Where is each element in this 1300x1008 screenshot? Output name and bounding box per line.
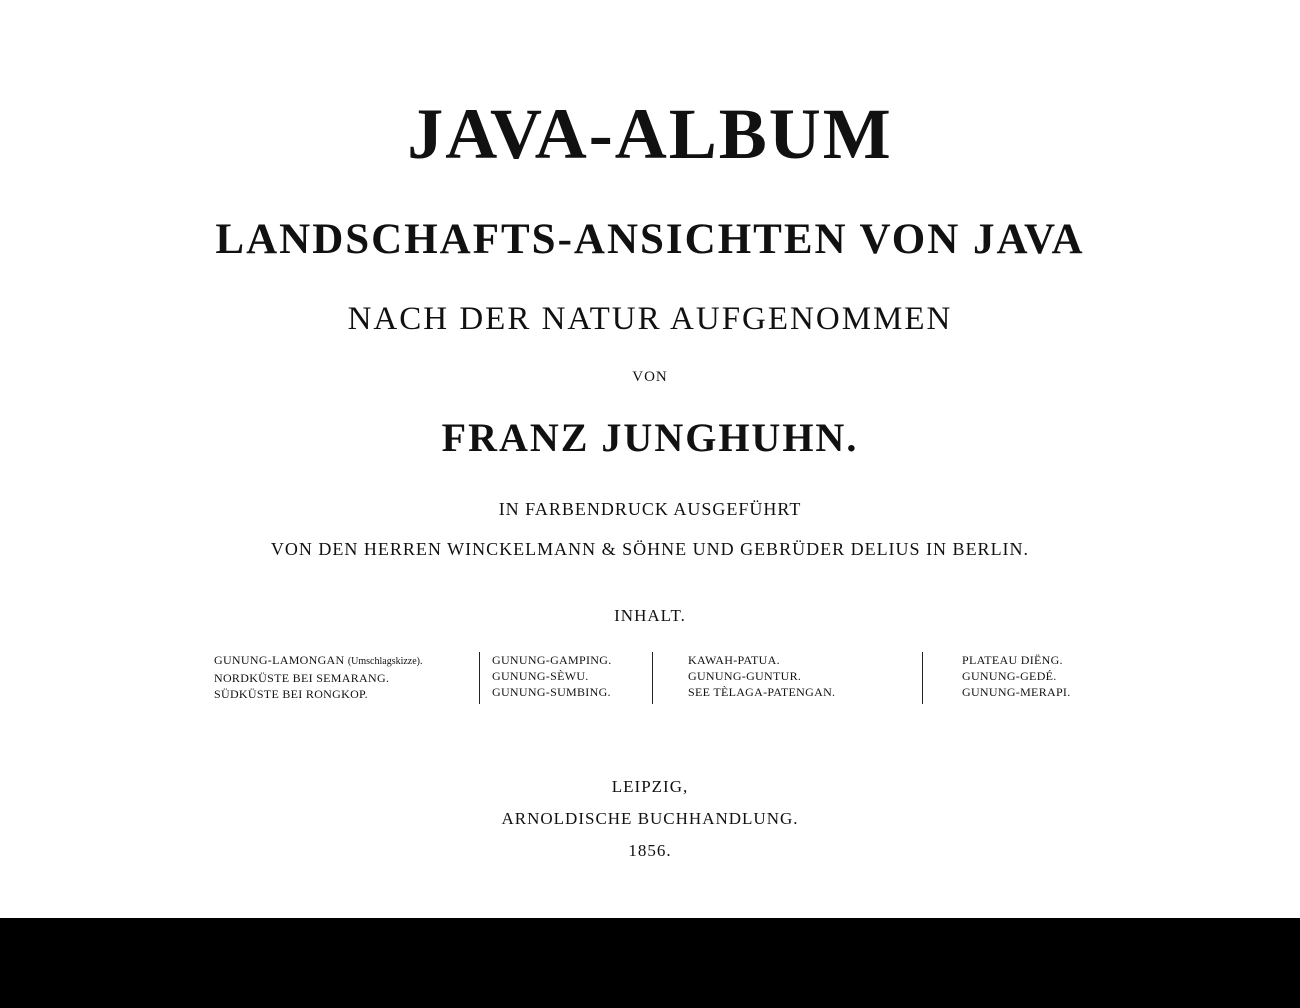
contents-item: PLATEAU DIËNG.: [962, 653, 1063, 667]
contents-item: GUNUNG-GEDÉ.: [962, 669, 1057, 683]
contents-item-text: GUNUNG-LAMONGAN: [214, 653, 345, 667]
contents-item: GUNUNG-SUMBING.: [492, 685, 611, 699]
contents-column-4: [962, 652, 1071, 700]
bottom-black-bar: [0, 918, 1300, 1008]
contents-column-3: [688, 652, 835, 700]
subtitle: LANDSCHAFTS-ANSICHTEN VON JAVA: [215, 216, 1085, 263]
subtitle-secondary: NACH DER NATUR AUFGENOMMEN: [347, 301, 953, 337]
contents-list: [214, 652, 1094, 708]
contents-column-2: [492, 652, 612, 700]
printing-note: IN FARBENDRUCK AUSGEFÜHRT: [498, 499, 802, 519]
printers-note: VON DEN HERREN WINCKELMANN & SÖHNE UND GEBRÜDER DELIUS IN BERLIN.: [270, 539, 1030, 559]
author-name: FRANZ JUNGHUHN.: [441, 415, 859, 460]
imprint-publisher: ARNOLDISCHE BUCHHANDLUNG.: [501, 809, 799, 828]
by-label: VON: [632, 369, 668, 385]
contents-column-1: [214, 652, 423, 702]
column-divider: [652, 652, 653, 704]
contents-item: GUNUNG-GAMPING.: [492, 653, 612, 667]
contents-item: GUNUNG-MERAPI.: [962, 685, 1071, 699]
column-divider: [922, 652, 923, 704]
contents-item: SÜDKÜSTE BEI RONGKOP.: [214, 687, 368, 701]
contents-item: GUNUNG-SÈWU.: [492, 669, 589, 683]
contents-item: GUNUNG-GUNTUR.: [688, 669, 802, 683]
imprint-city: LEIPZIG,: [611, 777, 689, 796]
contents-item: KAWAH-PATUA.: [688, 653, 780, 667]
imprint-year: 1856.: [628, 841, 672, 860]
contents-item: [214, 652, 423, 670]
contents-item: NORDKÜSTE BEI SEMARANG.: [214, 671, 390, 685]
column-divider: [479, 652, 480, 704]
contents-heading: INHALT.: [614, 606, 686, 625]
contents-item-note: (Umschlagskizze).: [347, 656, 423, 667]
page-title: JAVA-ALBUM: [407, 94, 893, 174]
contents-item: SEE TÈLAGA-PATENGAN.: [688, 685, 836, 699]
